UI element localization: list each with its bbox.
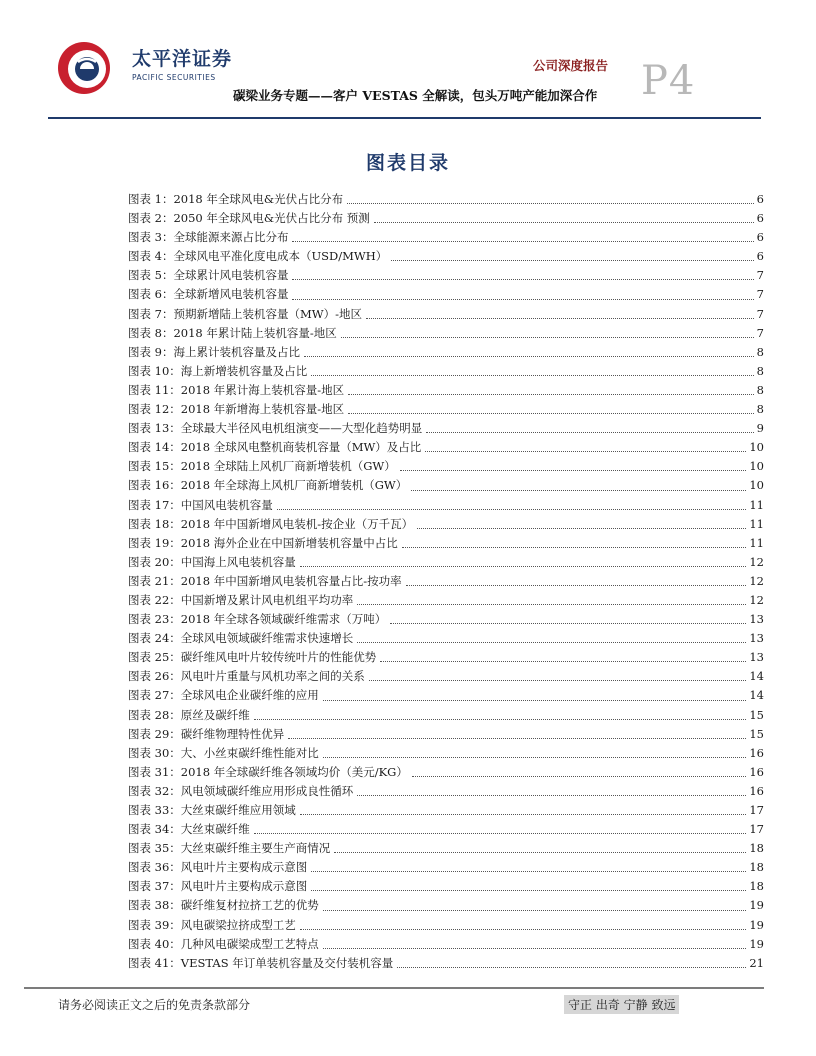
toc-entry[interactable] xyxy=(128,591,764,610)
toc-leader-dots xyxy=(366,317,754,319)
toc-leader-dots xyxy=(277,508,747,510)
toc-entry-label: 图表 38：碳纤维复材拉挤工艺的优势 xyxy=(128,898,319,913)
toc-entry-label: 图表 4：全球风电平准化度电成本（USD/MWH） xyxy=(128,249,388,264)
toc-leader-dots xyxy=(357,641,746,643)
toc-entry[interactable] xyxy=(128,496,764,515)
toc-entry-page: 19 xyxy=(749,898,764,913)
toc-entry-label: 图表 19：2018 海外企业在中国新增装机容量中占比 xyxy=(128,535,398,550)
toc-entry[interactable] xyxy=(128,553,764,572)
toc-leader-dots xyxy=(411,489,746,491)
toc-leader-dots xyxy=(402,546,747,548)
toc-entry-label: 图表 32：风电领域碳纤维应用形成良性循环 xyxy=(128,783,354,798)
page-number: P4 xyxy=(641,58,696,104)
toc-entry[interactable] xyxy=(128,438,764,457)
toc-leader-dots xyxy=(334,851,746,853)
toc-entry[interactable] xyxy=(128,801,764,820)
toc-leader-dots xyxy=(380,660,746,662)
toc-entry[interactable] xyxy=(128,954,764,973)
toc-entry-page: 12 xyxy=(749,592,764,607)
toc-entry-label: 图表 11：2018 年累计海上装机容量-地区 xyxy=(128,382,345,397)
toc-leader-dots xyxy=(292,298,753,300)
toc-entry-label: 图表 26：风电叶片重量与风机功率之间的关系 xyxy=(128,669,365,684)
toc-entry-label: 图表 37：风电叶片主要构成示意图 xyxy=(128,879,308,894)
toc-entry-page: 17 xyxy=(749,803,764,817)
toc-entry[interactable] xyxy=(128,763,764,782)
toc-leader-dots xyxy=(288,737,746,739)
toc-entry[interactable] xyxy=(128,266,764,285)
toc-entry-label: 图表 2：2050 年全球风电&光伏占比分布 预测 xyxy=(128,211,370,226)
toc-entry[interactable] xyxy=(128,419,764,438)
company-logo xyxy=(56,40,236,96)
toc-leader-dots xyxy=(391,259,753,261)
toc-entry-page: 18 xyxy=(749,860,764,875)
toc-entry-page: 6 xyxy=(756,211,764,226)
toc-entry-label: 图表 15：2018 全球陆上风机厂商新增装机（GW） xyxy=(128,459,396,474)
toc-entry[interactable] xyxy=(128,515,764,534)
footer-motto: 守正 出奇 宁静 致远 xyxy=(564,995,679,1014)
toc-entry[interactable] xyxy=(128,305,764,324)
toc-entry[interactable] xyxy=(128,457,764,476)
toc-leader-dots xyxy=(390,622,746,624)
toc-entry-label: 图表 13：全球最大半径风电机组演变——大型化趋势明显 xyxy=(128,421,423,436)
toc-leader-dots xyxy=(323,909,747,911)
footer-divider xyxy=(24,987,764,989)
toc-entry-label: 图表 35：大丝束碳纤维主要生产商情况 xyxy=(128,841,331,856)
toc-entry-page: 16 xyxy=(749,745,764,760)
toc-leader-dots xyxy=(347,202,754,204)
toc-leader-dots xyxy=(397,966,746,968)
toc-entry-label: 图表 41：VESTAS 年订单装机容量及交付装机容量 xyxy=(128,955,394,970)
toc-entry-page: 7 xyxy=(756,268,764,283)
toc-entry-page: 14 xyxy=(749,669,764,684)
toc-leader-dots xyxy=(348,412,754,414)
toc-entry-page: 7 xyxy=(756,325,764,340)
toc-entry[interactable] xyxy=(128,572,764,591)
toc-entry[interactable] xyxy=(128,725,764,744)
toc-entry-page: 16 xyxy=(749,783,764,798)
toc-entry[interactable] xyxy=(128,648,764,667)
toc-entry-label: 图表 6：全球新增风电装机容量 xyxy=(128,287,289,302)
toc-entry[interactable] xyxy=(128,534,764,553)
toc-entry-page: 11 xyxy=(749,516,764,531)
toc-leader-dots xyxy=(300,928,747,930)
toc-leader-dots xyxy=(369,679,747,681)
toc-leader-dots xyxy=(425,450,746,452)
toc-entry-label: 图表 12：2018 年新增海上装机容量-地区 xyxy=(128,402,345,417)
toc-entry-label: 图表 8：2018 年累计陆上装机容量-地区 xyxy=(128,325,337,340)
toc-entry-page: 9 xyxy=(756,421,764,436)
toc-leader-dots xyxy=(254,718,747,720)
toc-entry-label: 图表 24：全球风电领域碳纤维需求快速增长 xyxy=(128,631,354,646)
footer-disclaimer: 请务必阅读正文之后的免责条款部分 xyxy=(58,998,251,1012)
toc-leader-dots xyxy=(357,794,746,796)
toc-entry-label: 图表 36：风电叶片主要构成示意图 xyxy=(128,860,308,875)
toc-entry-label: 图表 14：2018 全球风电整机商装机容量（MW）及占比 xyxy=(128,440,422,455)
toc-title: 图表目录 xyxy=(365,152,450,174)
toc-entry-label: 图表 7：预期新增陆上装机容量（MW）-地区 xyxy=(128,306,362,321)
table-of-figures xyxy=(128,190,764,973)
toc-entry-page: 8 xyxy=(756,344,764,359)
toc-leader-dots xyxy=(426,431,753,433)
toc-entry-page: 14 xyxy=(749,688,764,703)
toc-entry-label: 图表 21：2018 年中国新增风电装机容量占比-按功率 xyxy=(128,573,402,588)
toc-entry-page: 8 xyxy=(756,382,764,397)
toc-entry-label: 图表 27：全球风电企业碳纤维的应用 xyxy=(128,688,319,703)
toc-leader-dots xyxy=(341,336,754,338)
toc-entry-page: 8 xyxy=(756,402,764,417)
toc-entry[interactable] xyxy=(128,362,764,381)
toc-entry-page: 12 xyxy=(749,554,764,569)
toc-entry[interactable] xyxy=(128,343,764,362)
toc-leader-dots xyxy=(357,603,746,605)
toc-entry-label: 图表 9：海上累计装机容量及占比 xyxy=(128,344,300,359)
report-type: 公司深度报告 xyxy=(533,58,609,73)
logo-name-en: PACIFIC SECURITIES xyxy=(132,73,216,82)
toc-entry[interactable] xyxy=(128,820,764,839)
toc-leader-dots xyxy=(300,565,747,567)
toc-entry-page: 10 xyxy=(749,478,764,493)
toc-leader-dots xyxy=(417,527,746,529)
toc-leader-dots xyxy=(412,775,746,777)
toc-entry-page: 19 xyxy=(749,917,764,932)
toc-entry-page: 19 xyxy=(749,936,764,951)
header-divider xyxy=(48,117,761,119)
toc-entry-label: 图表 22：中国新增及累计风电机组平均功率 xyxy=(128,592,354,607)
toc-entry-page: 8 xyxy=(756,363,764,378)
toc-entry-page: 17 xyxy=(749,822,764,837)
toc-entry-page: 11 xyxy=(749,535,764,550)
toc-entry-label: 图表 10：海上新增装机容量及占比 xyxy=(128,363,308,378)
toc-entry-label: 图表 18：2018 年中国新增风电装机-按企业（万千瓦） xyxy=(128,516,414,531)
toc-leader-dots xyxy=(311,374,753,376)
toc-entry[interactable] xyxy=(128,706,764,725)
toc-entry-page: 6 xyxy=(756,249,764,264)
toc-entry-page: 15 xyxy=(749,726,764,741)
toc-entry-label: 图表 25：碳纤维风电叶片较传统叶片的性能优势 xyxy=(128,650,377,665)
toc-entry[interactable] xyxy=(128,916,764,935)
toc-entry-page: 7 xyxy=(756,287,764,302)
toc-entry-label: 图表 28：原丝及碳纤维 xyxy=(128,707,250,722)
toc-entry-label: 图表 23：2018 年全球各领域碳纤维需求（万吨） xyxy=(128,612,387,627)
pacific-securities-logo-icon xyxy=(56,40,112,96)
toc-entry[interactable] xyxy=(128,476,764,495)
toc-entry-label: 图表 5：全球累计风电装机容量 xyxy=(128,268,289,283)
toc-entry-page: 10 xyxy=(749,459,764,474)
toc-entry[interactable] xyxy=(128,667,764,686)
toc-entry[interactable] xyxy=(128,247,764,266)
toc-entry[interactable] xyxy=(128,400,764,419)
toc-entry-page: 6 xyxy=(756,192,764,206)
toc-leader-dots xyxy=(300,813,747,815)
toc-leader-dots xyxy=(254,832,747,834)
toc-leader-dots xyxy=(348,393,754,395)
toc-leader-dots xyxy=(400,469,747,471)
toc-entry[interactable] xyxy=(128,877,764,896)
toc-entry-label: 图表 16：2018 年全球海上风机厂商新增装机（GW） xyxy=(128,478,408,493)
toc-entry-page: 13 xyxy=(749,631,764,646)
report-title: 碳梁业务专题——客户 VESTAS 全解读，包头万吨产能加深合作 xyxy=(233,88,598,103)
toc-leader-dots xyxy=(374,221,754,223)
toc-entry-label: 图表 40：几种风电碳梁成型工艺特点 xyxy=(128,936,319,951)
toc-entry-label: 图表 39：风电碳梁拉挤成型工艺 xyxy=(128,917,296,932)
toc-entry-label: 图表 3：全球能源来源占比分布 xyxy=(128,230,289,245)
toc-entry[interactable] xyxy=(128,228,764,247)
toc-entry-page: 13 xyxy=(749,650,764,665)
toc-entry-page: 7 xyxy=(756,306,764,321)
toc-entry[interactable] xyxy=(128,744,764,763)
toc-entry-label: 图表 20：中国海上风电装机容量 xyxy=(128,554,296,569)
toc-entry[interactable] xyxy=(128,285,764,304)
toc-leader-dots xyxy=(292,278,753,280)
toc-entry-page: 11 xyxy=(749,497,764,512)
toc-entry[interactable] xyxy=(128,324,764,343)
toc-entry[interactable] xyxy=(128,629,764,648)
toc-entry-label: 图表 29：碳纤维物理特性优异 xyxy=(128,726,285,741)
toc-leader-dots xyxy=(406,584,747,586)
toc-entry[interactable] xyxy=(128,381,764,400)
toc-leader-dots xyxy=(292,240,753,242)
toc-entry-page: 18 xyxy=(749,841,764,856)
toc-leader-dots xyxy=(311,870,746,872)
toc-entry-label: 图表 30：大、小丝束碳纤维性能对比 xyxy=(128,745,319,760)
toc-entry-page: 21 xyxy=(749,955,764,970)
toc-entry[interactable] xyxy=(128,896,764,915)
toc-entry-page: 15 xyxy=(749,707,764,722)
toc-leader-dots xyxy=(311,889,746,891)
toc-entry[interactable] xyxy=(128,209,764,228)
toc-entry[interactable] xyxy=(128,839,764,858)
toc-entry-page: 6 xyxy=(756,230,764,245)
toc-leader-dots xyxy=(304,355,754,357)
toc-entry-label: 图表 17：中国风电装机容量 xyxy=(128,497,273,512)
toc-entry-label: 图表 31：2018 年全球碳纤维各领域均价（美元/KG） xyxy=(128,764,408,779)
toc-entry[interactable] xyxy=(128,782,764,801)
toc-entry[interactable] xyxy=(128,190,764,209)
toc-entry[interactable] xyxy=(128,610,764,629)
toc-entry-label: 图表 34：大丝束碳纤维 xyxy=(128,822,250,837)
toc-entry-label: 图表 1：2018 年全球风电&光伏占比分布 xyxy=(128,192,344,206)
toc-entry[interactable] xyxy=(128,935,764,954)
toc-entry-page: 10 xyxy=(749,440,764,455)
toc-entry-page: 16 xyxy=(749,764,764,779)
toc-leader-dots xyxy=(323,756,747,758)
toc-entry[interactable] xyxy=(128,858,764,877)
logo-name-cn: 太平洋证券 xyxy=(132,48,233,70)
toc-leader-dots xyxy=(323,947,747,949)
toc-entry-label: 图表 33：大丝束碳纤维应用领域 xyxy=(128,803,296,817)
toc-entry[interactable] xyxy=(128,686,764,705)
toc-entry-page: 18 xyxy=(749,879,764,894)
toc-entry-page: 13 xyxy=(749,612,764,627)
toc-leader-dots xyxy=(323,699,747,701)
toc-entry-page: 12 xyxy=(749,573,764,588)
